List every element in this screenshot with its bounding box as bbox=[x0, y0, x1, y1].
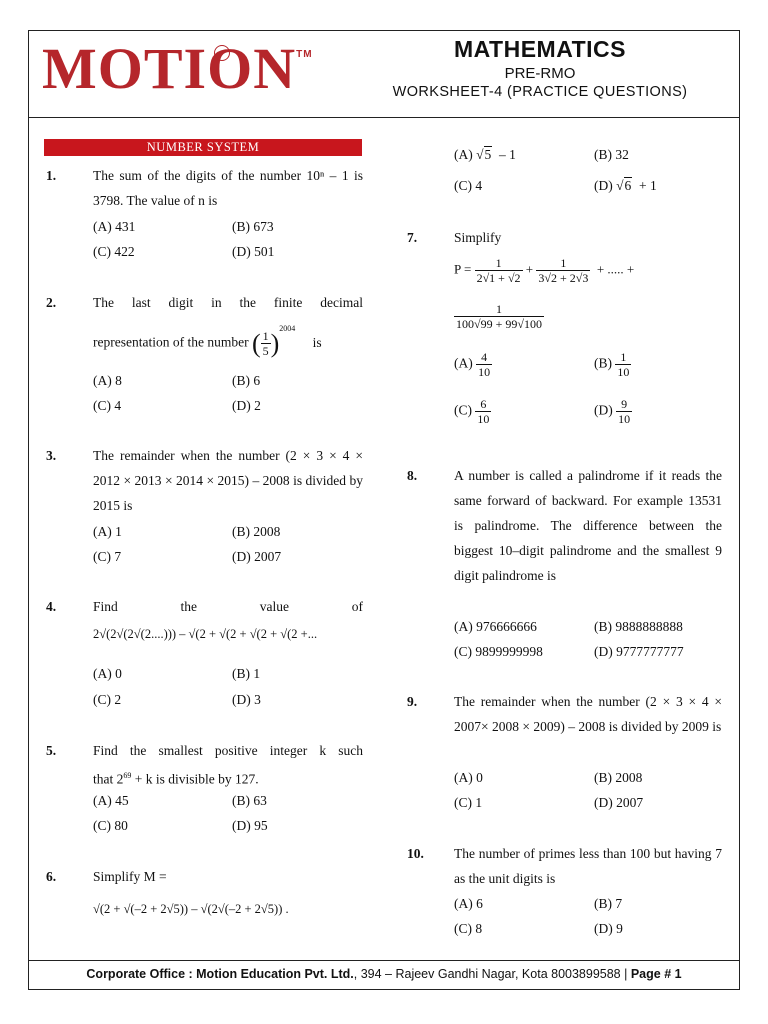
q2-frac-num: 1 bbox=[262, 329, 269, 343]
subject-title: MATHEMATICS bbox=[453, 36, 626, 62]
q2-option-b[interactable]: (B) 6 bbox=[232, 373, 261, 388]
q6-a-rest: – 1 bbox=[499, 147, 516, 162]
q4-expression: 2√(2√(2√(2....))) – √(2 + √(2 + √(2 + √(2 +... bbox=[93, 627, 318, 641]
q9-option-a[interactable]: (A) 0 bbox=[454, 770, 483, 785]
q8-number: 8. bbox=[407, 468, 418, 483]
q6-option-b[interactable]: (B) 32 bbox=[594, 147, 629, 162]
q4-option-b[interactable]: (B) 1 bbox=[232, 666, 261, 681]
q1-option-d[interactable]: (D) 501 bbox=[232, 244, 275, 259]
q2-is: is bbox=[312, 334, 322, 350]
q7-option-c[interactable] bbox=[454, 397, 491, 426]
q7-number: 7. bbox=[407, 230, 418, 245]
q1-text: The sum of the digits of the number 10ⁿ – 1 is 3798. The value of n is bbox=[93, 168, 363, 208]
q3-option-a[interactable]: (A) 1 bbox=[93, 524, 122, 539]
q5-text-line1: Find the smallest positive integer k such bbox=[93, 743, 363, 758]
q6-option-d[interactable]: (D) √6 + 1 bbox=[594, 178, 657, 193]
q3-text: The remainder when the number (2 × 3 × 4 × 2012 × 2013 × 2014 × 2015) – 2008 is divided by 2015 is bbox=[93, 448, 363, 513]
q3-number: 3. bbox=[46, 448, 57, 463]
worksheet-title: WORKSHEET-4 (PRACTICE QUESTIONS) bbox=[392, 84, 688, 100]
q6-a-label: (A) bbox=[454, 147, 473, 162]
q5-option-c[interactable]: (C) 80 bbox=[93, 818, 128, 833]
q6-text: Simplify M = bbox=[93, 869, 167, 884]
q1-option-c[interactable]: (C) 422 bbox=[93, 244, 135, 259]
q2-exponent: 2004 bbox=[279, 323, 296, 333]
q7-d-den: 10 bbox=[618, 412, 631, 426]
q3-option-c[interactable]: (C) 7 bbox=[93, 549, 122, 564]
q5-option-b[interactable]: (B) 63 bbox=[232, 793, 267, 808]
q7-p-label: P = bbox=[454, 261, 472, 277]
paren-close: ) bbox=[270, 329, 280, 358]
q7-d-label: (D) bbox=[594, 402, 613, 418]
q1-number: 1. bbox=[46, 168, 57, 183]
q9-option-c[interactable]: (C) 1 bbox=[454, 795, 483, 810]
q4-text: Find the value of bbox=[93, 599, 363, 614]
q7-a-label: (A) bbox=[454, 355, 473, 371]
q7-term2-num: 1 bbox=[560, 256, 567, 270]
q9-option-d[interactable]: (D) 2007 bbox=[594, 795, 644, 810]
q9-number: 9. bbox=[407, 694, 418, 709]
logo-text: MOTION bbox=[42, 36, 297, 101]
q8-option-b[interactable]: (B) 9888888888 bbox=[594, 619, 683, 634]
q7-text: Simplify bbox=[454, 230, 502, 245]
q6-number: 6. bbox=[46, 869, 57, 884]
q7-b-num: 1 bbox=[620, 350, 627, 364]
q6-a-radicand: 5 bbox=[484, 147, 492, 162]
q7-term1 bbox=[475, 256, 523, 285]
q6-option-a[interactable]: (A) √5 – 1 bbox=[454, 147, 516, 162]
q4-number: 4. bbox=[46, 599, 57, 614]
q6-expression: √(2 + √(–2 + 2√5)) – √(2√(–2 + 2√5)) . bbox=[93, 902, 289, 916]
q7-last-term bbox=[454, 302, 544, 331]
q7-b-label: (B) bbox=[594, 355, 612, 371]
q4-option-d[interactable]: (D) 3 bbox=[232, 692, 261, 707]
q10-option-b[interactable]: (B) 7 bbox=[594, 896, 623, 911]
page-footer bbox=[28, 960, 740, 991]
header-block bbox=[360, 36, 720, 100]
exam-title: PRE-RMO bbox=[504, 65, 576, 82]
q1-option-a[interactable]: (A) 431 bbox=[93, 219, 136, 234]
q5-base: that 2 bbox=[93, 771, 124, 787]
q9-option-b[interactable]: (B) 2008 bbox=[594, 770, 643, 785]
q6-d-rest: + 1 bbox=[639, 178, 657, 193]
q10-number: 10. bbox=[407, 846, 424, 861]
q7-term2 bbox=[536, 256, 590, 285]
q7-option-d[interactable] bbox=[594, 397, 632, 426]
q2-text-line1: The last digit in the finite decimal bbox=[93, 295, 363, 310]
paren-open: ( bbox=[251, 329, 261, 358]
q7-term1-den: 2√1 + √2 bbox=[476, 271, 521, 285]
q1-option-b[interactable]: (B) 673 bbox=[232, 219, 274, 234]
header-divider bbox=[28, 117, 740, 118]
q7-term3 bbox=[454, 302, 544, 331]
footer-office: Corporate Office : Motion Education Pvt. Ltd. bbox=[86, 967, 354, 981]
q7-option-b[interactable] bbox=[594, 350, 631, 379]
q2-number: 2. bbox=[46, 295, 57, 310]
q9-text: The remainder when the number (2 × 3 × 4 × 2007× 2008 × 2009) – 2008 is divided by 2009 is bbox=[454, 694, 722, 734]
q6-option-c[interactable]: (C) 4 bbox=[454, 178, 483, 193]
q8-option-d[interactable]: (D) 9777777777 bbox=[594, 644, 684, 659]
q8-text: A number is called a palindrome if it reads the same forward of backward. For example 13531 is palindrome. The difference between the biggest 10–digit palindrome and the smallest 9 digit palindrome is bbox=[454, 468, 722, 583]
q6-d-label: (D) bbox=[594, 178, 613, 193]
q2-fraction bbox=[261, 329, 271, 358]
q10-text: The number of primes less than 100 but having 7 as the unit digits is bbox=[454, 846, 722, 886]
q5-exponent: 69 bbox=[123, 771, 132, 780]
q3-option-d[interactable]: (D) 2007 bbox=[232, 549, 282, 564]
q2-option-d[interactable]: (D) 2 bbox=[232, 398, 261, 413]
q10-option-a[interactable]: (A) 6 bbox=[454, 896, 483, 911]
logo-star-icon bbox=[214, 45, 230, 61]
q7-option-a[interactable] bbox=[454, 350, 492, 379]
q2-frac-den: 5 bbox=[262, 344, 269, 358]
footer-page-number: Page # 1 bbox=[630, 967, 682, 981]
logo-tm: TM bbox=[296, 49, 313, 60]
q5-rest: + k is divisible by 127. bbox=[131, 771, 259, 787]
q7-c-label: (C) bbox=[454, 402, 472, 418]
q7-tail: + ..... + bbox=[596, 261, 635, 277]
q7-term1-num: 1 bbox=[495, 256, 502, 270]
q5-number: 5. bbox=[46, 743, 57, 758]
q3-option-b[interactable]: (B) 2008 bbox=[232, 524, 281, 539]
q7-term3-den: 100√99 + 99√100 bbox=[456, 317, 542, 331]
q10-option-c[interactable]: (C) 8 bbox=[454, 921, 483, 936]
q2-text-part: representation of the number bbox=[93, 334, 249, 350]
q7-b-den: 10 bbox=[617, 365, 630, 379]
section-banner: NUMBER SYSTEM bbox=[44, 139, 362, 156]
q2-option-a[interactable]: (A) 8 bbox=[93, 373, 122, 388]
q10-option-d[interactable]: (D) 9 bbox=[594, 921, 623, 936]
q7-a-num: 4 bbox=[481, 350, 488, 364]
q4-option-a[interactable]: (A) 0 bbox=[93, 666, 122, 681]
q7-series: P = $\frac{1}{2√1 + √2}$ + $\frac{1}{3√2 + 2√3}$ + ..... + bbox=[454, 256, 635, 285]
q6-d-radicand: 6 bbox=[624, 178, 632, 193]
q7-term2-den: 3√2 + 2√3 bbox=[538, 271, 589, 285]
footer-address: , 394 – Rajeev Gandhi Nagar, Kota 8003899588 | bbox=[353, 967, 628, 981]
motion-logo bbox=[42, 36, 313, 101]
q7-a-den: 10 bbox=[478, 365, 491, 379]
q4-option-c[interactable]: (C) 2 bbox=[93, 692, 122, 707]
q7-c-num: 6 bbox=[480, 397, 487, 411]
q5-option-a[interactable]: (A) 45 bbox=[93, 793, 129, 808]
q7-c-den: 10 bbox=[477, 412, 490, 426]
q5-option-d[interactable]: (D) 95 bbox=[232, 818, 268, 833]
q7-term3-num: 1 bbox=[495, 302, 502, 316]
q7-d-num: 9 bbox=[621, 397, 628, 411]
q8-option-a[interactable]: (A) 976666666 bbox=[454, 619, 537, 634]
q2-text-line2 bbox=[93, 323, 322, 358]
q8-option-c[interactable]: (C) 9899999998 bbox=[454, 644, 543, 659]
q2-option-c[interactable]: (C) 4 bbox=[93, 398, 122, 413]
